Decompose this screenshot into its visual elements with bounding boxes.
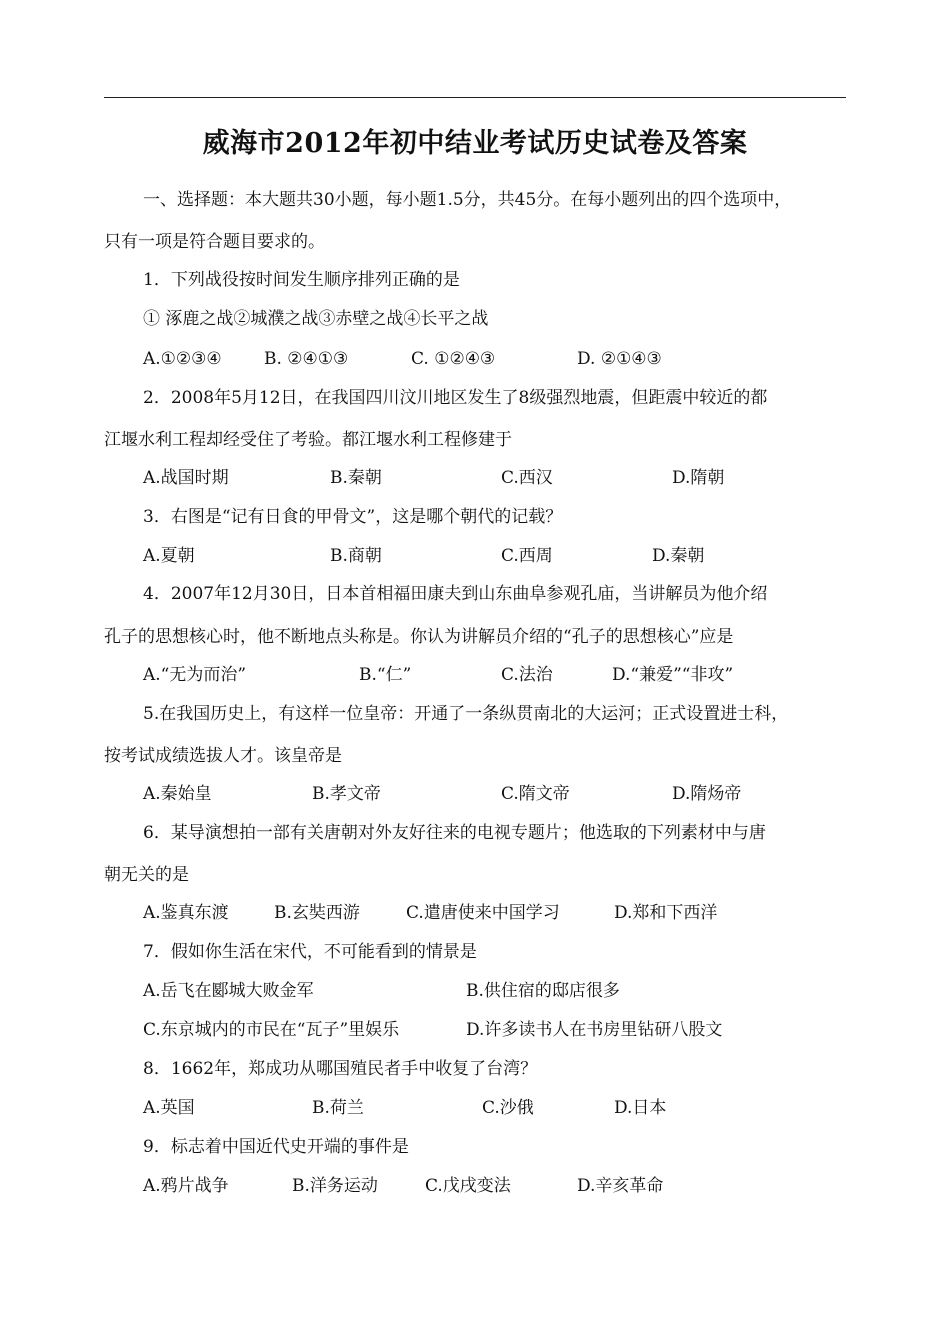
question-4-stem-line2: 孔子的思想核心时，他不断地点头称是。你认为讲解员介绍的“孔子的思想核心”应是 — [104, 627, 734, 647]
question-2-option-d: D.隋朝 — [672, 468, 725, 488]
question-7-option-b: B.供住宿的邸店很多 — [466, 981, 620, 1001]
question-3-option-d: D.秦朝 — [652, 546, 705, 566]
question-2-stem-line1: 2．2008年5月12日，在我国四川汶川地区发生了8级强烈地震，但距震中较近的都 — [143, 388, 768, 408]
question-6-option-d: D.郑和下西洋 — [614, 903, 718, 923]
question-4-option-b: B.“仁” — [359, 665, 412, 685]
header-rule — [104, 97, 846, 98]
question-6-option-b: B.玄奘西游 — [274, 903, 360, 923]
question-3-stem: 3．右图是“记有日食的甲骨文”，这是哪个朝代的记载？ — [143, 507, 563, 527]
question-4-stem-line1: 4．2007年12月30日，日本首相福田康夫到山东曲阜参观孔庙，当讲解员为他介绍 — [143, 584, 768, 604]
question-5-option-c: C.隋文帝 — [501, 784, 570, 804]
question-9-option-d: D.辛亥革命 — [577, 1176, 664, 1196]
question-2-option-a: A.战国时期 — [143, 468, 229, 488]
question-4-option-a: A.“无为而治” — [143, 665, 247, 685]
question-1-option-d: D. ②①④③ — [577, 349, 662, 369]
question-1-stem: 1．下列战役按时间发生顺序排列正确的是 — [143, 270, 460, 290]
question-2-option-c: C.西汉 — [501, 468, 553, 488]
question-8-option-d: D.日本 — [614, 1098, 667, 1118]
question-9-option-c: C.戊戌变法 — [425, 1176, 511, 1196]
page-title: 威海市2012年初中结业考试历史试卷及答案 — [202, 128, 748, 159]
question-3-option-c: C.西周 — [501, 546, 553, 566]
question-9-option-a: A.鸦片战争 — [143, 1176, 229, 1196]
question-9-stem: 9．标志着中国近代史开端的事件是 — [143, 1137, 409, 1157]
question-1-option-b: B. ②④①③ — [264, 349, 349, 369]
question-7-option-a: A.岳飞在郾城大败金军 — [143, 981, 314, 1001]
question-5-option-b: B.孝文帝 — [312, 784, 381, 804]
question-6-stem-line1: 6．某导演想拍一部有关唐朝对外友好往来的电视专题片；他选取的下列素材中与唐 — [143, 823, 766, 843]
section-intro-line1: 一、选择题：本大题共30小题，每小题1.5分，共45分。在每小题列出的四个选项中， — [143, 190, 792, 210]
question-4-option-d: D.“兼爱”“非攻” — [612, 665, 734, 685]
question-8-stem: 8．1662年，郑成功从哪国殖民者手中收复了台湾？ — [143, 1059, 538, 1079]
question-7-stem: 7．假如你生活在宋代，不可能看到的情景是 — [143, 942, 477, 962]
question-1-option-c: C. ①②④③ — [411, 349, 496, 369]
question-2-option-b: B.秦朝 — [330, 468, 382, 488]
question-3-option-b: B.商朝 — [330, 546, 382, 566]
question-6-option-a: A.鉴真东渡 — [143, 903, 229, 923]
section-intro-line2: 只有一项是符合题目要求的。 — [104, 232, 325, 252]
question-5-option-a: A.秦始皇 — [143, 784, 212, 804]
question-9-option-b: B.洋务运动 — [292, 1176, 378, 1196]
question-2-stem-line2: 江堰水利工程却经受住了考验。都江堰水利工程修建于 — [104, 430, 512, 450]
question-5-stem-line2: 按考试成绩选拔人才。该皇帝是 — [104, 746, 342, 766]
question-7-option-c: C.东京城内的市民在“瓦子”里娱乐 — [143, 1020, 400, 1040]
question-3-option-a: A.夏朝 — [143, 546, 195, 566]
question-5-stem-line1: 5.在我国历史上，有这样一位皇帝：开通了一条纵贯南北的大运河；正式设置进士科， — [143, 704, 789, 724]
question-1-option-a: A.①②③④ — [143, 349, 222, 369]
question-8-option-b: B.荷兰 — [312, 1098, 364, 1118]
question-4-option-c: C.法治 — [501, 665, 553, 685]
question-8-option-c: C.沙俄 — [482, 1098, 534, 1118]
question-6-stem-line2: 朝无关的是 — [104, 865, 189, 885]
question-8-option-a: A.英国 — [143, 1098, 195, 1118]
question-5-option-d: D.隋炀帝 — [672, 784, 742, 804]
question-7-option-d: D.许多读书人在书房里钻研八股文 — [466, 1020, 723, 1040]
question-1-items: ① 涿鹿之战②城濮之战③赤壁之战④长平之战 — [143, 309, 489, 329]
question-6-option-c: C.遣唐使来中国学习 — [406, 903, 560, 923]
